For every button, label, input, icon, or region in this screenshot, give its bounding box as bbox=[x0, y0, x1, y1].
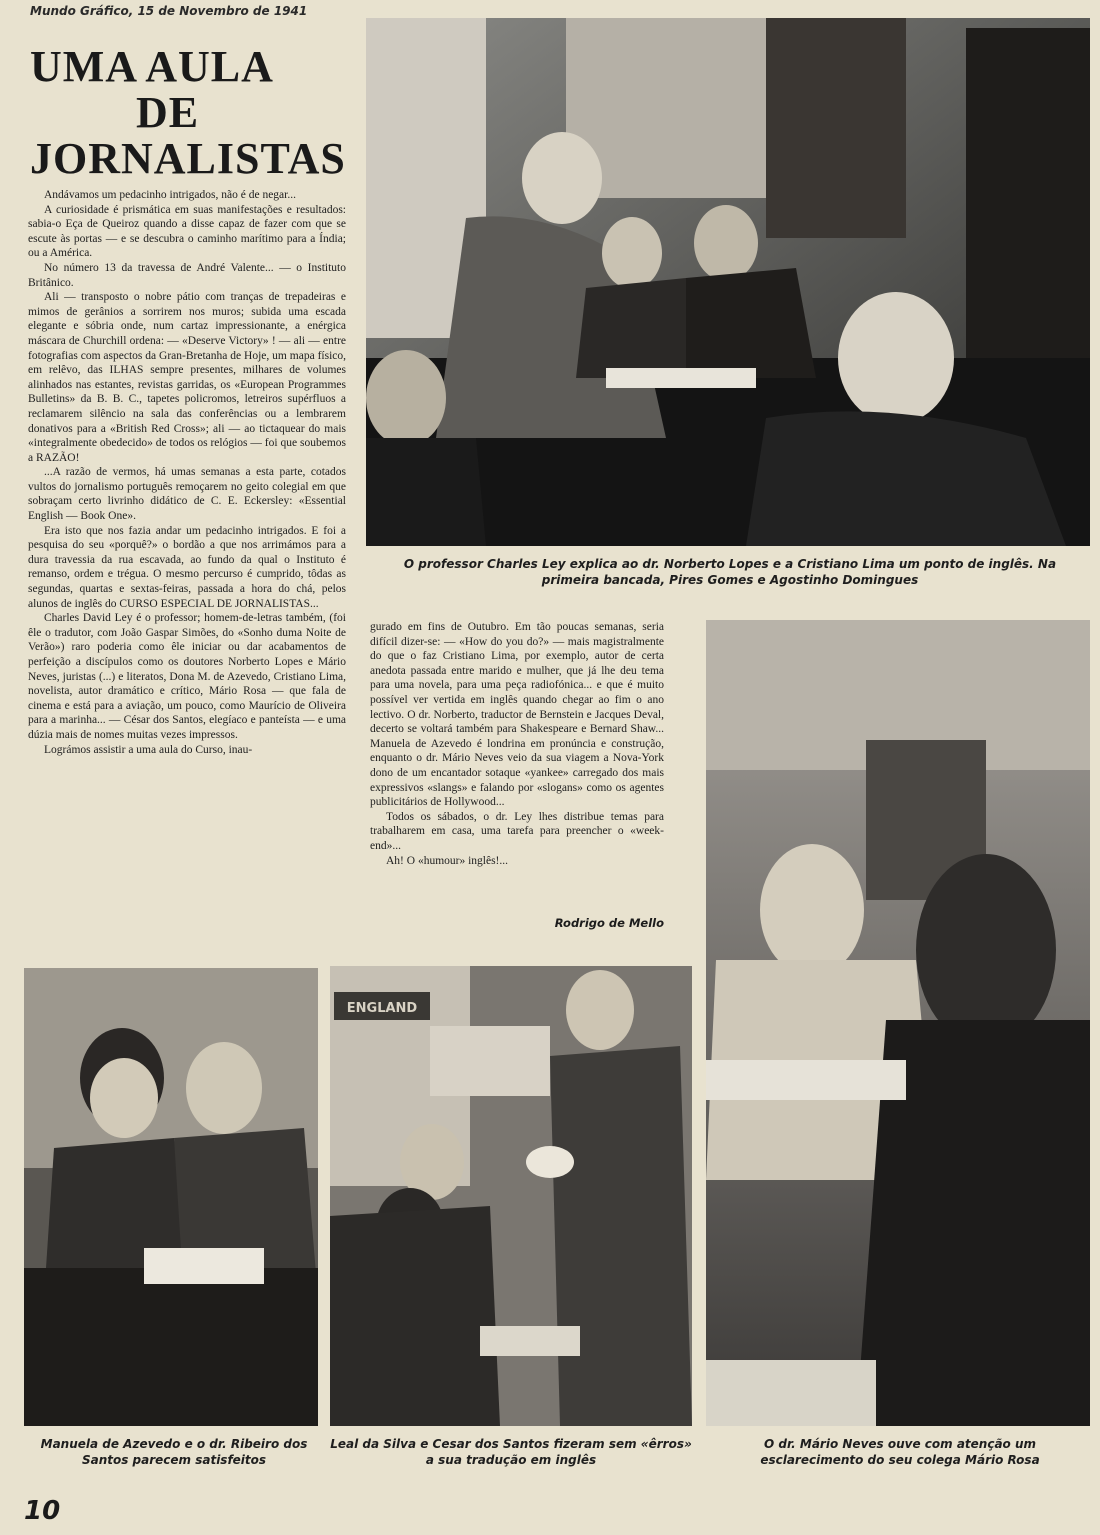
paragraph: Ali — transposto o nobre pátio com tranças de trepadeiras e mimos de gerânios a sorrirem nos muros; subida uma escada elegante e sóbria onde, num cartaz impressionante, a enérgica máscara de Churchill ordena: — «Deserve Victory» ! — ali — entre fotografias com aspectos da Gran-Bretanha de Hoje, um mapa físico, em relêvo, das ILHAS sempre presentes, milhares de volumes alinhados nas estantes, revistas garridas, os «European Programmes Bulletins» da B. B. C., tapetes policromos, letreiros supérfluos a reclamarem silêncio na sala das conferências ou a lembrarem donativos para a «British Red Cross»; ali — ao tictaquear do mais «integralmente obedecido» de todos os relógios — foi que soubemos a RAZÃO! bbox=[28, 291, 346, 464]
page-number: 10 bbox=[24, 1496, 61, 1526]
paragraph: Todos os sábados, o dr. Ley lhes distribue temas para trabalharem em casa, uma tarefa para preencher o «week-end»... bbox=[370, 810, 664, 852]
issue-date-line: Mundo Gráfico, 15 de Novembro de 1941 bbox=[30, 4, 308, 18]
photo-leal-da-silva bbox=[330, 966, 692, 1426]
caption-right-photo: O dr. Mário Neves ouve com atenção um esclarecimento do seu colega Mário Rosa bbox=[760, 1437, 1040, 1467]
classroom-photo-main bbox=[366, 18, 1090, 546]
caption-bottom-mid-photo: Leal da Silva e Cesar dos Santos fizeram sem «êrros» a sua tradução em inglês bbox=[330, 1437, 692, 1467]
caption-bottom-left-photo: Manuela de Azevedo e o dr. Ribeiro dos Santos parecem satisfeitos bbox=[40, 1437, 308, 1467]
author-signature: Rodrigo de Mello bbox=[554, 916, 664, 930]
article-body-left-column bbox=[28, 188, 346, 930]
photo-mario-neves bbox=[706, 620, 1090, 1426]
paragraph: ...A razão de vermos, há umas semanas a esta parte, cotados vultos do jornalismo português remoçarem no geito colegial em que sobraçam certo livrinho didático de C. E. Eckersley: «Essential English — Book One». bbox=[28, 466, 346, 523]
article-title bbox=[30, 44, 350, 182]
paragraph: Charles David Ley é o professor; homem-de-letras também, (foi êle o tradutor, com João Gaspar Simões, do «Sonho duma Noite de Verão») raro poderia como êle iniciar ou dar acabamentos de perfeição a discípulos como os doutores Norberto Lopes e Mário Neves, juristas (...) e literatos, Dona M. de Azevedo, Cristiano Lima, novelista, autor dramático e crítico, Mário Rosa — que fala de cinema e está para a aviação, um pouco, como Maurício de Oliveira para a marinha... — César dos Santos, elegíaco e panteísta — e uma dúzia mais de nomes muitas vezes impressos. bbox=[28, 612, 346, 741]
map-label-england: ENGLAND bbox=[346, 1001, 418, 1016]
title-line-1: UMA AULA bbox=[30, 42, 274, 91]
paragraph: A curiosidade é prismática em suas manifestações e resultados: sabia-o Eça de Queiroz quando a disse capaz de fazer com que se escute às portas — e se descubra o caminho marítimo para a Índia; ou a América. bbox=[28, 203, 346, 260]
paragraph: Era isto que nos fazia andar um pedacinho intrigados. E foi a pesquisa do seu «porquê?» o bordão a que nos arrimámos para a dura travessia da rua escavada, ao fundo da qual o Instituto é remanso, ordem e trégua. O mesmo percurso é cumprido, tôdas as segundas, quartas e sextas-feiras, passada a hora do chá, pelos alunos de inglês do CURSO ESPECIAL DE JORNALISTAS... bbox=[28, 524, 346, 610]
paragraph: gurado em fins de Outubro. Em tão poucas semanas, seria difícil dizer-se: — «How do you do?» — mais magistralmente do que o faz Cristiano Lima, por exemplo, autor de certa anedota passada entre marido e mulher, que já lhe deu tema para uma novela, para uma peça radiofónica... e que é muito possível ver vertida em inglês quando chegar ao fim o ano lectivo. O dr. Norberto, traductor de Bernstein e Jacques Deval, decerto se voltará também para Shakespeare e Bernard Shaw... Manuela de Azevedo é londrina em pronúncia e construção, enquanto o dr. Mário Neves veio da sua viagem a Nova-York dono de um encantador sotaque «yankee» carregado dos mais expressivos «slangs» e falando por «slogans» como os agentes publicitários de Hollywood... bbox=[370, 621, 664, 809]
paragraph: Ah! O «humour» inglês!... bbox=[386, 854, 509, 867]
title-line-3: JORNALISTAS bbox=[30, 134, 346, 183]
article-body-mid-column bbox=[370, 620, 664, 900]
caption-top-photo: O professor Charles Ley explica ao dr. Norberto Lopes e a Cristiano Lima um ponto de inglês. Na primeira bancada, Pires Gomes e Agostinho Domingues bbox=[403, 557, 1057, 587]
paragraph: Andávamos um pedacinho intrigados, não é de negar... bbox=[44, 189, 296, 201]
paragraph: Lográmos assistir a uma aula do Curso, inau- bbox=[44, 743, 253, 756]
title-line-2: DE bbox=[136, 88, 200, 137]
photo-manuela-azevedo bbox=[24, 968, 318, 1426]
paragraph: No número 13 da travessa de André Valente... — o Instituto Britânico. bbox=[28, 261, 346, 289]
